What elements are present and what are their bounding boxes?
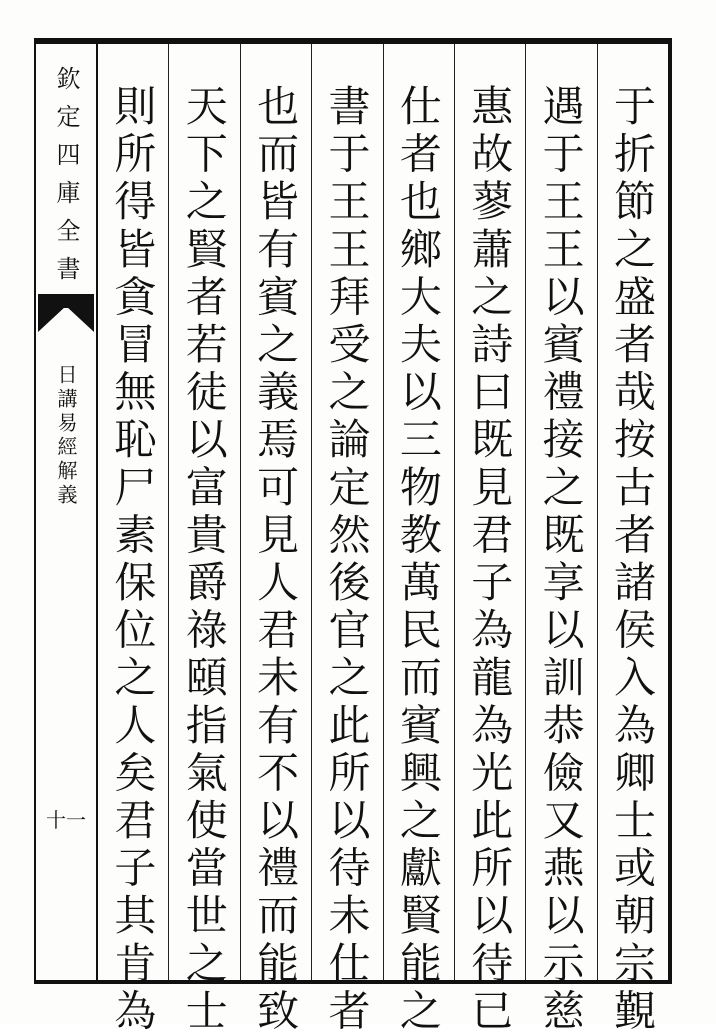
page-frame [34,38,672,1036]
text-column-3 [454,44,525,1036]
fish-tail-mark [38,306,94,332]
column-text: 遇于王王以賓禮接之既享以訓恭儉又燕以示慈 [536,84,586,1036]
text-column-2 [525,44,596,1036]
text-columns [98,44,668,1036]
column-text: 書于王王拜受之論定然後官之此所以待未仕者 [322,84,372,1036]
page-number: 十一 [46,808,86,832]
text-column-6 [240,44,311,1036]
text-column-8 [98,44,168,1036]
text-column-7 [168,44,239,1036]
column-text: 則所得皆貪冒無恥尸素保位之人矣君子其肯為 [108,84,158,1036]
page-margin-strip [36,44,98,980]
column-text: 仕者也鄉大夫以三物教萬民而賓興之獻賢能之 [393,84,443,1036]
collection-title: 欽定四庫全書 [52,66,80,294]
column-text: 于折節之盛者哉按古者諸侯入為卿士或朝宗覲 [608,84,657,1036]
text-column-1 [597,44,668,1036]
book-title: 日講易經解義 [54,364,78,508]
column-text: 也而皆有賓之義焉可見人君未有不以禮而能致 [251,84,301,1036]
text-column-4 [383,44,454,1036]
column-text: 惠故蓼蕭之詩曰既見君子為龍為光此所以待已 [465,84,515,1036]
text-column-5 [311,44,382,1036]
column-text: 天下之賢者若徒以富貴爵祿頤指氣使當世之士 [179,84,229,1036]
